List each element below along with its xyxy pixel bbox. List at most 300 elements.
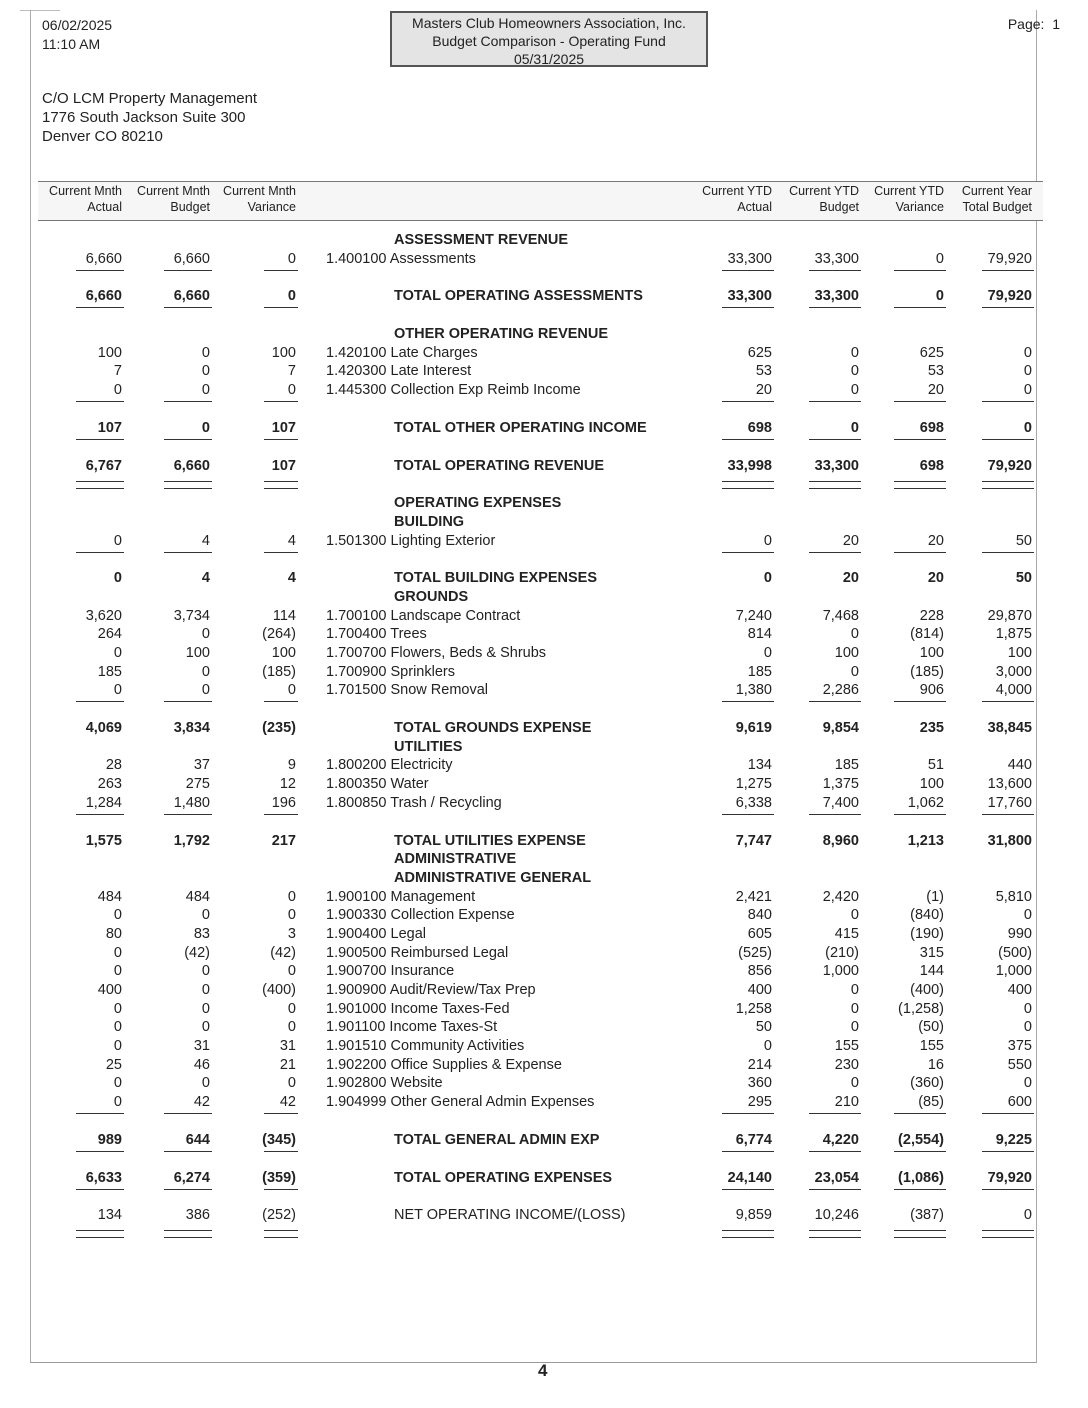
account-row — [0, 795, 1088, 814]
amount-cell: 107 — [97, 419, 122, 436]
address-line-3: Denver CO 80210 — [42, 128, 163, 145]
total-label: NET OPERATING INCOME/(LOSS) — [394, 1207, 626, 1224]
account-name: 1.900100 Management — [326, 888, 476, 905]
amount-cell: 37 — [193, 757, 210, 774]
section-heading: OPERATING EXPENSES — [394, 495, 562, 512]
underline-rule — [982, 814, 1034, 815]
amount-cell: 100 — [834, 645, 859, 661]
total-row — [0, 420, 1088, 439]
row-spacer — [0, 1113, 1088, 1132]
amount-cell: 0 — [1023, 1019, 1032, 1036]
underline-rule — [264, 439, 298, 440]
total-row — [0, 1132, 1088, 1151]
amount-cell: 0 — [113, 1075, 122, 1092]
amount-cell: 484 — [97, 888, 122, 905]
amount-cell: (185) — [910, 663, 944, 680]
amount-cell: 0 — [287, 288, 296, 305]
account-row — [0, 963, 1088, 982]
account-row — [0, 608, 1088, 627]
row-spacer — [0, 1188, 1088, 1207]
column-header-ytd-budget — [789, 183, 859, 215]
amount-cell: 1,213 — [907, 832, 944, 849]
amount-cell: 134 — [97, 1207, 122, 1224]
underline-rule — [722, 307, 774, 308]
section-heading: BUILDING — [394, 513, 465, 530]
column-header-bottom: Variance — [247, 200, 296, 214]
amount-cell: 20 — [842, 532, 859, 549]
underline-rule — [264, 701, 298, 702]
amount-cell: 7 — [113, 363, 122, 380]
double-underline-rule — [164, 481, 212, 489]
report-date: 06/02/2025 — [42, 17, 113, 33]
amount-cell: 360 — [747, 1075, 772, 1092]
account-name: 1.901510 Community Activities — [326, 1038, 525, 1055]
section-heading-row — [0, 589, 1088, 608]
amount-cell: 0 — [1023, 1075, 1032, 1092]
total-row — [0, 833, 1088, 852]
column-header-top: Current Year — [961, 184, 1032, 198]
amount-cell: (359) — [262, 1169, 296, 1186]
amount-cell: 185 — [834, 757, 859, 774]
total-row — [0, 570, 1088, 589]
account-name: 1.900900 Audit/Review/Tax Prep — [326, 982, 536, 998]
amount-cell: 0 — [201, 1019, 210, 1036]
amount-cell: (1) — [926, 888, 944, 905]
section-heading: ADMINISTRATIVE — [394, 851, 517, 868]
amount-cell: 134 — [747, 757, 772, 774]
amount-cell: 0 — [113, 382, 122, 399]
amount-cell: 20 — [927, 382, 944, 399]
amount-cell: 644 — [185, 1131, 210, 1148]
amount-cell: 0 — [1023, 907, 1032, 924]
account-name: 1.700400 Trees — [326, 626, 427, 643]
account-name: 1.700900 Sprinklers — [326, 663, 455, 680]
column-header-top: Current Mnth — [137, 184, 210, 198]
account-row — [0, 1057, 1088, 1076]
row-spacer — [0, 401, 1088, 420]
section-heading: ADMINISTRATIVE GENERAL — [394, 869, 592, 886]
account-name: 1.400100 Assessments — [326, 250, 476, 267]
amount-cell: 8,960 — [822, 832, 859, 849]
double-underline-rule — [894, 481, 946, 489]
amount-cell: 0 — [113, 944, 122, 961]
account-name: 1.902800 Website — [326, 1075, 443, 1092]
account-row — [0, 889, 1088, 908]
underline-rule — [164, 401, 212, 402]
amount-cell: 698 — [919, 457, 944, 474]
net-income-row — [0, 1207, 1088, 1226]
amount-cell: 600 — [1007, 1094, 1032, 1111]
column-header-top: Current YTD — [789, 184, 859, 198]
page-indicator — [1008, 16, 1060, 32]
double-underline-rule — [76, 1230, 124, 1238]
amount-cell: 6,660 — [85, 288, 122, 305]
total-label: TOTAL OTHER OPERATING INCOME — [394, 419, 647, 436]
total-label: TOTAL UTILITIES EXPENSE — [394, 832, 586, 849]
amount-cell: 6,660 — [173, 250, 210, 267]
amount-cell: 0 — [287, 888, 296, 905]
amount-cell: 263 — [97, 776, 122, 793]
amount-cell: 1,258 — [735, 1000, 772, 1017]
amount-cell: 4,220 — [822, 1131, 859, 1148]
amount-cell: 0 — [1023, 344, 1032, 361]
double-underline-rule — [164, 1230, 212, 1238]
column-header-year-total-budget — [962, 183, 1032, 215]
amount-cell: 400 — [747, 982, 772, 998]
row-spacer — [0, 307, 1088, 326]
amount-cell: (42) — [270, 944, 296, 961]
account-name: 1.700700 Flowers, Beds & Shrubs — [326, 645, 547, 661]
underline-rule — [809, 401, 861, 402]
amount-cell: 83 — [193, 925, 210, 942]
amount-cell: 1,375 — [822, 776, 859, 793]
amount-cell: 0 — [287, 907, 296, 924]
account-row — [0, 1038, 1088, 1057]
column-header-ytd-variance — [874, 183, 944, 215]
underline-rule — [722, 552, 774, 553]
section-heading: OTHER OPERATING REVENUE — [394, 326, 609, 343]
amount-cell: 0 — [113, 1038, 122, 1055]
underline-rule — [982, 1189, 1034, 1190]
amount-cell: 210 — [834, 1094, 859, 1111]
underline-rule — [982, 701, 1034, 702]
report-title-box — [390, 11, 708, 67]
underline-rule — [809, 701, 861, 702]
section-heading: GROUNDS — [394, 588, 469, 605]
underline-rule — [76, 1189, 124, 1190]
amount-cell: 990 — [1007, 925, 1032, 942]
amount-cell: 0 — [763, 1038, 772, 1055]
report-time: 11:10 AM — [42, 36, 101, 52]
amount-cell: 9,619 — [735, 720, 772, 737]
row-spacer — [0, 1151, 1088, 1170]
total-row — [0, 458, 1088, 477]
amount-cell: 0 — [287, 1019, 296, 1036]
column-header-band — [38, 181, 1043, 221]
amount-cell: 5,810 — [995, 888, 1032, 905]
underline-rule — [164, 814, 212, 815]
underline-rule — [982, 401, 1034, 402]
underline-rule — [722, 439, 774, 440]
budget-table — [0, 232, 1088, 1245]
amount-cell: (387) — [910, 1207, 944, 1224]
underline-rule — [982, 439, 1034, 440]
account-name: 1.800850 Trash / Recycling — [326, 794, 502, 811]
amount-cell: 0 — [763, 532, 772, 549]
amount-cell: 80 — [105, 925, 122, 942]
amount-cell: 0 — [287, 1075, 296, 1092]
amount-cell: 0 — [201, 963, 210, 980]
amount-cell: 1,000 — [995, 963, 1032, 980]
amount-cell: 144 — [919, 963, 944, 980]
account-row — [0, 907, 1088, 926]
amount-cell: 6,660 — [85, 250, 122, 267]
double-underline-rule — [809, 1230, 861, 1238]
amount-cell: 0 — [1023, 419, 1032, 436]
amount-cell: 4,069 — [85, 720, 122, 737]
amount-cell: 33,300 — [727, 288, 772, 305]
amount-cell: 0 — [287, 963, 296, 980]
amount-cell: 989 — [97, 1131, 122, 1148]
amount-cell: 107 — [271, 419, 296, 436]
amount-cell: 1,792 — [173, 832, 210, 849]
amount-cell: 7,747 — [735, 832, 772, 849]
amount-cell: 50 — [1015, 532, 1032, 549]
section-heading: ASSESSMENT REVENUE — [394, 232, 569, 248]
underline-rule — [894, 1151, 946, 1152]
underline-rule — [809, 1113, 861, 1114]
amount-cell: 4,000 — [995, 682, 1032, 699]
amount-cell: 0 — [935, 250, 944, 267]
amount-cell: 0 — [850, 663, 859, 680]
amount-cell: 28 — [105, 757, 122, 774]
column-header-mnth-actual — [49, 183, 122, 215]
underline-rule — [722, 1113, 774, 1114]
underline-rule — [894, 814, 946, 815]
amount-cell: 3,734 — [173, 607, 210, 624]
amount-cell: 7,240 — [735, 607, 772, 624]
report-period: 05/31/2025 — [513, 51, 585, 67]
double-underline-rule — [982, 481, 1034, 489]
row-spacer — [0, 439, 1088, 458]
row-spacer — [0, 551, 1088, 570]
account-name: 1.900500 Reimbursed Legal — [326, 944, 509, 961]
amount-cell: 315 — [919, 944, 944, 961]
amount-cell: 114 — [272, 607, 296, 624]
underline-rule — [894, 552, 946, 553]
amount-cell: 814 — [747, 626, 772, 643]
section-heading-row — [0, 870, 1088, 889]
section-heading: UTILITIES — [394, 738, 463, 755]
amount-cell: 0 — [113, 963, 122, 980]
underline-rule — [982, 552, 1034, 553]
amount-cell: 107 — [271, 457, 296, 474]
amount-cell: 0 — [850, 982, 859, 998]
double-underline-rule — [264, 1230, 298, 1238]
account-row — [0, 945, 1088, 964]
amount-cell: 228 — [919, 607, 944, 624]
double-underline-rule — [722, 1230, 774, 1238]
amount-cell: 9 — [287, 757, 296, 774]
underline-rule — [894, 701, 946, 702]
account-name: 1.501300 Lighting Exterior — [326, 532, 496, 549]
account-name: 1.900700 Insurance — [326, 963, 455, 980]
amount-cell: 79,920 — [987, 288, 1032, 305]
amount-cell: 20 — [842, 570, 859, 587]
amount-cell: 0 — [850, 382, 859, 399]
underline-rule — [722, 1151, 774, 1152]
underline-rule — [264, 1151, 298, 1152]
double-underline-rule — [264, 481, 298, 489]
amount-cell: 1,480 — [173, 794, 210, 811]
amount-cell: (50) — [918, 1019, 944, 1036]
amount-cell: (190) — [910, 925, 944, 942]
underline-rule — [264, 552, 298, 553]
amount-cell: 3 — [287, 925, 296, 942]
amount-cell: 7,468 — [822, 607, 859, 624]
section-heading-row — [0, 514, 1088, 533]
underline-rule — [264, 1189, 298, 1190]
total-label: TOTAL GENERAL ADMIN EXP — [394, 1131, 600, 1148]
amount-cell: 0 — [201, 626, 210, 643]
account-row — [0, 1094, 1088, 1113]
amount-cell: 6,774 — [735, 1131, 772, 1148]
underline-rule — [76, 701, 124, 702]
amount-cell: 550 — [1007, 1056, 1032, 1073]
section-heading-row — [0, 739, 1088, 758]
amount-cell: 1,284 — [85, 794, 122, 811]
account-row — [0, 1001, 1088, 1020]
amount-cell: 386 — [185, 1207, 210, 1224]
account-name: 1.445300 Collection Exp Reimb Income — [326, 382, 581, 399]
amount-cell: 2,421 — [735, 888, 772, 905]
amount-cell: (400) — [262, 982, 296, 998]
amount-cell: 0 — [935, 288, 944, 305]
account-row — [0, 1075, 1088, 1094]
amount-cell: 0 — [850, 344, 859, 361]
amount-cell: 100 — [919, 645, 944, 661]
underline-rule — [76, 439, 124, 440]
amount-cell: 0 — [850, 419, 859, 436]
amount-cell: 217 — [271, 832, 296, 849]
account-row — [0, 982, 1088, 1001]
amount-cell: 20 — [755, 382, 772, 399]
underline-rule — [894, 401, 946, 402]
amount-cell: 0 — [763, 645, 772, 661]
amount-cell: (185) — [262, 663, 296, 680]
amount-cell: 6,338 — [735, 794, 772, 811]
amount-cell: 53 — [755, 363, 772, 380]
underline-rule — [722, 1189, 774, 1190]
amount-cell: 698 — [747, 419, 772, 436]
amount-cell: 25 — [105, 1056, 122, 1073]
amount-cell: 375 — [1007, 1038, 1032, 1055]
underline-rule — [76, 270, 124, 271]
account-row — [0, 382, 1088, 401]
total-label: TOTAL OPERATING REVENUE — [394, 457, 605, 474]
column-header-bottom: Actual — [737, 200, 772, 214]
total-label: TOTAL OPERATING ASSESSMENTS — [394, 288, 643, 305]
amount-cell: 0 — [1023, 382, 1032, 399]
double-underline-rule — [982, 1230, 1034, 1238]
amount-cell: 42 — [193, 1094, 210, 1111]
underline-rule — [264, 814, 298, 815]
account-name: 1.900330 Collection Expense — [326, 907, 515, 924]
amount-cell: 625 — [747, 344, 772, 361]
underline-rule — [76, 307, 124, 308]
report-datetime — [42, 16, 112, 54]
amount-cell: 0 — [201, 1075, 210, 1092]
amount-cell: 6,633 — [85, 1169, 122, 1186]
underline-rule — [809, 552, 861, 553]
amount-cell: 7,400 — [822, 794, 859, 811]
amount-cell: 31,800 — [987, 832, 1032, 849]
account-name: 1.700100 Landscape Contract — [326, 607, 521, 624]
underline-rule — [722, 814, 774, 815]
amount-cell: 4 — [201, 532, 210, 549]
amount-cell: 0 — [850, 363, 859, 380]
underline-rule — [809, 307, 861, 308]
amount-cell: 100 — [185, 645, 210, 661]
amount-cell: 0 — [763, 570, 772, 587]
amount-cell: (264) — [262, 626, 296, 643]
account-row — [0, 626, 1088, 645]
underline-rule — [722, 401, 774, 402]
amount-cell: 100 — [919, 776, 944, 793]
underline-rule — [76, 552, 124, 553]
underline-rule — [894, 307, 946, 308]
total-row — [0, 720, 1088, 739]
amount-cell: 6,767 — [85, 457, 122, 474]
underline-rule — [264, 270, 298, 271]
amount-cell: 625 — [919, 344, 944, 361]
underline-rule — [722, 701, 774, 702]
amount-cell: 0 — [201, 907, 210, 924]
amount-cell: 0 — [113, 645, 122, 661]
row-spacer — [0, 701, 1088, 720]
account-row — [0, 926, 1088, 945]
account-name: 1.901000 Income Taxes-Fed — [326, 1000, 510, 1017]
amount-cell: 0 — [113, 1094, 122, 1111]
amount-cell: 0 — [113, 682, 122, 699]
column-header-ytd-actual — [702, 183, 772, 215]
amount-cell: 42 — [279, 1094, 296, 1111]
double-underline-rule — [722, 481, 774, 489]
underline-rule — [76, 401, 124, 402]
amount-cell: 0 — [850, 907, 859, 924]
amount-cell: 185 — [747, 663, 772, 680]
amount-cell: 1,875 — [995, 626, 1032, 643]
amount-cell: 0 — [1023, 1000, 1032, 1017]
column-header-bottom: Total Budget — [962, 200, 1032, 214]
amount-cell: (85) — [918, 1094, 944, 1111]
account-row — [0, 645, 1088, 664]
amount-cell: 0 — [113, 1000, 122, 1017]
amount-cell: 0 — [850, 1019, 859, 1036]
amount-cell: (235) — [262, 720, 296, 737]
account-name: 1.420300 Late Interest — [326, 363, 472, 380]
amount-cell: (210) — [825, 944, 859, 961]
amount-cell: 33,300 — [727, 250, 772, 267]
account-name: 1.420100 Late Charges — [326, 344, 478, 361]
account-row — [0, 345, 1088, 364]
underline-rule — [164, 1189, 212, 1190]
amount-cell: 9,854 — [822, 720, 859, 737]
amount-cell: 4 — [287, 570, 296, 587]
total-label: TOTAL BUILDING EXPENSES — [394, 570, 598, 587]
amount-cell: 0 — [201, 419, 210, 436]
amount-cell: 6,660 — [173, 457, 210, 474]
account-row — [0, 1019, 1088, 1038]
amount-cell: 196 — [271, 794, 296, 811]
amount-cell: 605 — [747, 925, 772, 942]
amount-cell: 0 — [850, 626, 859, 643]
amount-cell: 1,575 — [85, 832, 122, 849]
amount-cell: 13,600 — [987, 776, 1032, 793]
amount-cell: (42) — [184, 944, 210, 961]
underline-rule — [894, 439, 946, 440]
amount-cell: 400 — [1007, 982, 1032, 998]
underline-rule — [809, 439, 861, 440]
underline-rule — [809, 1189, 861, 1190]
amount-cell: 53 — [927, 363, 944, 380]
amount-cell: (360) — [910, 1075, 944, 1092]
amount-cell: 100 — [271, 645, 296, 661]
amount-cell: 0 — [201, 1000, 210, 1017]
amount-cell: 10,246 — [814, 1207, 859, 1224]
amount-cell: 440 — [1007, 757, 1032, 774]
amount-cell: 0 — [201, 363, 210, 380]
